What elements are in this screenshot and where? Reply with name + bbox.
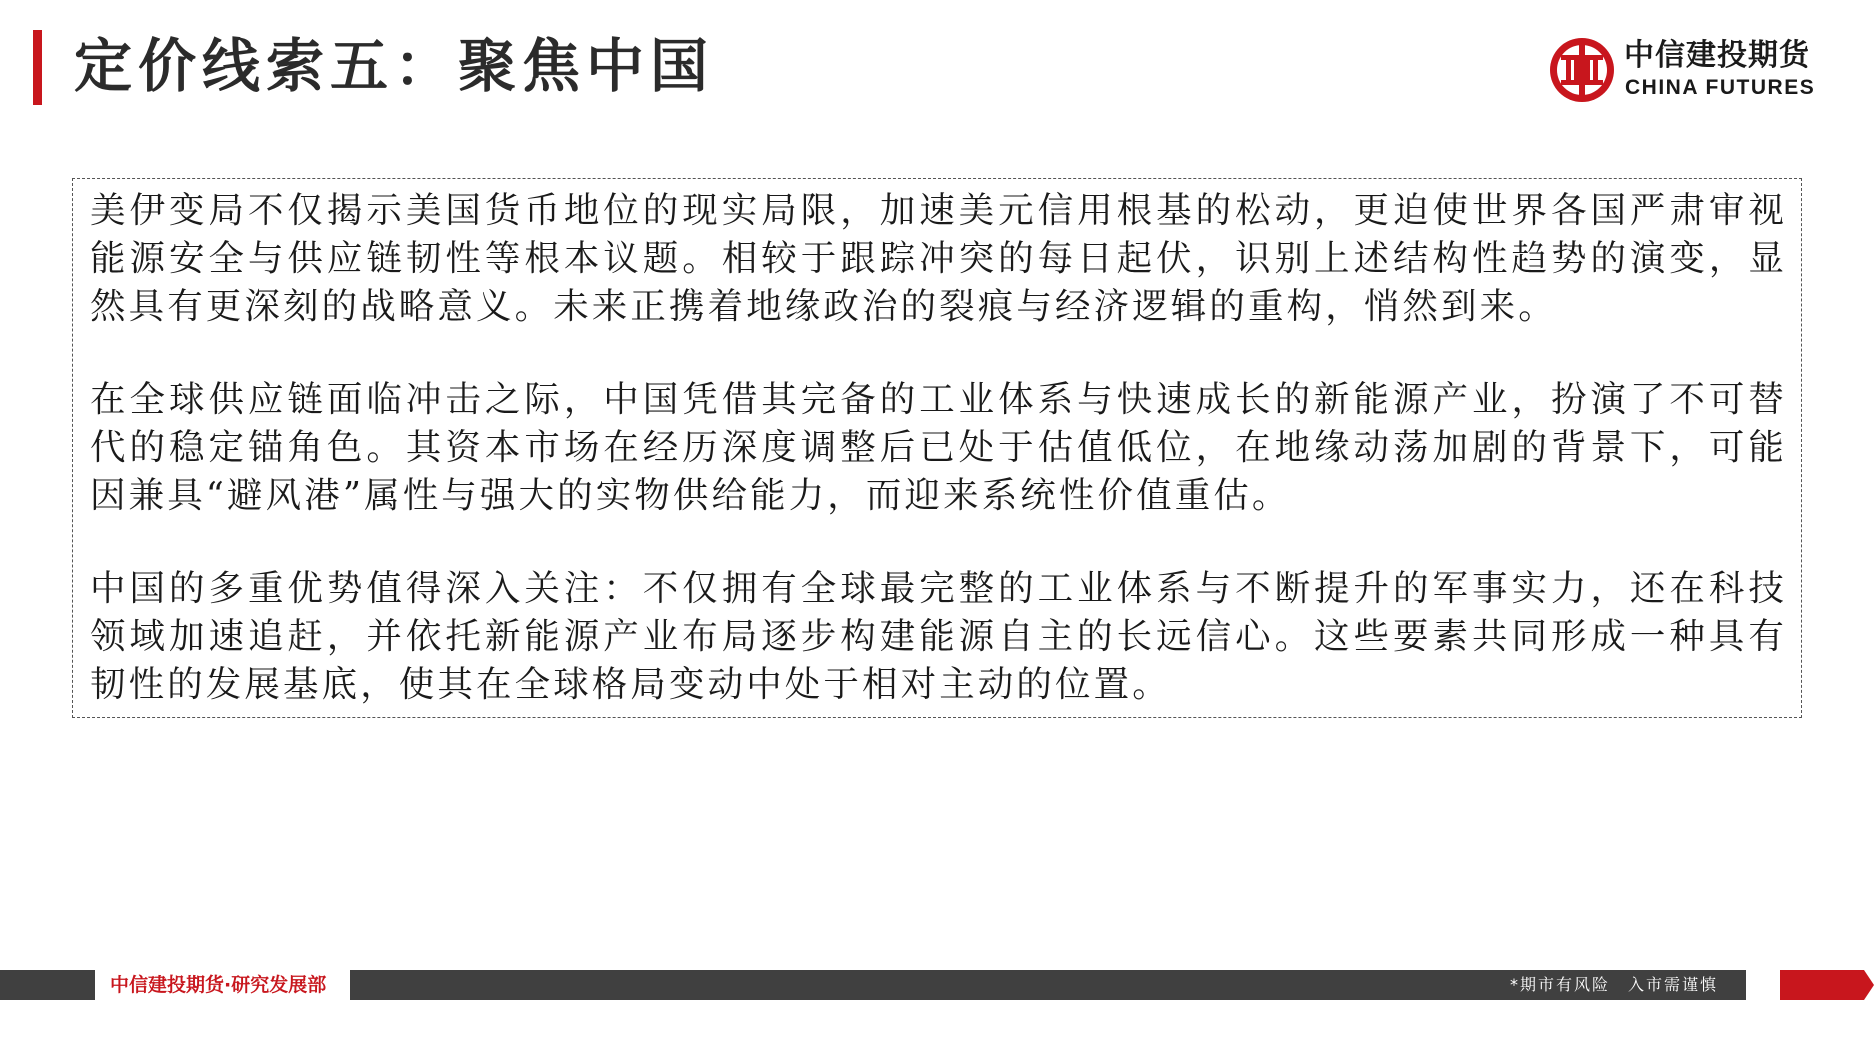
footer <box>0 970 1874 1000</box>
company-logo <box>1548 36 1838 104</box>
logo-name-en: CHINA FUTURES <box>1625 76 1816 99</box>
footer-department: 中信建投期货·研究发展部 <box>110 974 327 996</box>
content-box <box>72 178 1802 718</box>
logo-name-cn: 中信建投期货 <box>1624 38 1810 73</box>
paragraph-1: 美伊变局不仅揭示美国货币地位的现实局限，加速美元信用根基的松动，更迫使世界各国严肃审视能源安全与供应链韧性等根本议题。相较于跟踪冲突的每日起伏，识别上述结构性趋势的演变，显然具有更深刻的战略意义。未来正携着地缘政治的裂痕与经济逻辑的重构，悄然到来。 <box>90 190 1787 327</box>
footer-left-bar <box>0 970 95 1000</box>
arrow-right-icon <box>1780 970 1874 1000</box>
paragraph-2: 在全球供应链面临冲击之际，中国凭借其完备的工业体系与快速成长的新能源产业，扮演了不可替代的稳定锚角色。其资本市场在经历深度调整后已处于估值低位，在地缘动荡加剧的背景下，可能因兼具“避风港”属性与强大的实物供给能力，而迎来系统性价值重估。 <box>90 379 1787 516</box>
paragraph-3: 中国的多重优势值得深入关注：不仅拥有全球最完整的工业体系与不断提升的军事实力，还在科技领域加速追赶，并依托新能源产业布局逐步构建能源自主的长远信心。这些要素共同形成一种具有韧性的发展基底，使其在全球格局变动中处于相对主动的位置。 <box>90 568 1787 705</box>
page-title: 定价线索五：聚焦中国 <box>74 32 715 100</box>
title-accent-bar <box>33 30 42 105</box>
footer-main-bar <box>350 970 1746 1000</box>
citic-logo-icon <box>1548 36 1616 104</box>
risk-notice: *期市有风险 入市需谨慎 <box>1509 975 1718 994</box>
